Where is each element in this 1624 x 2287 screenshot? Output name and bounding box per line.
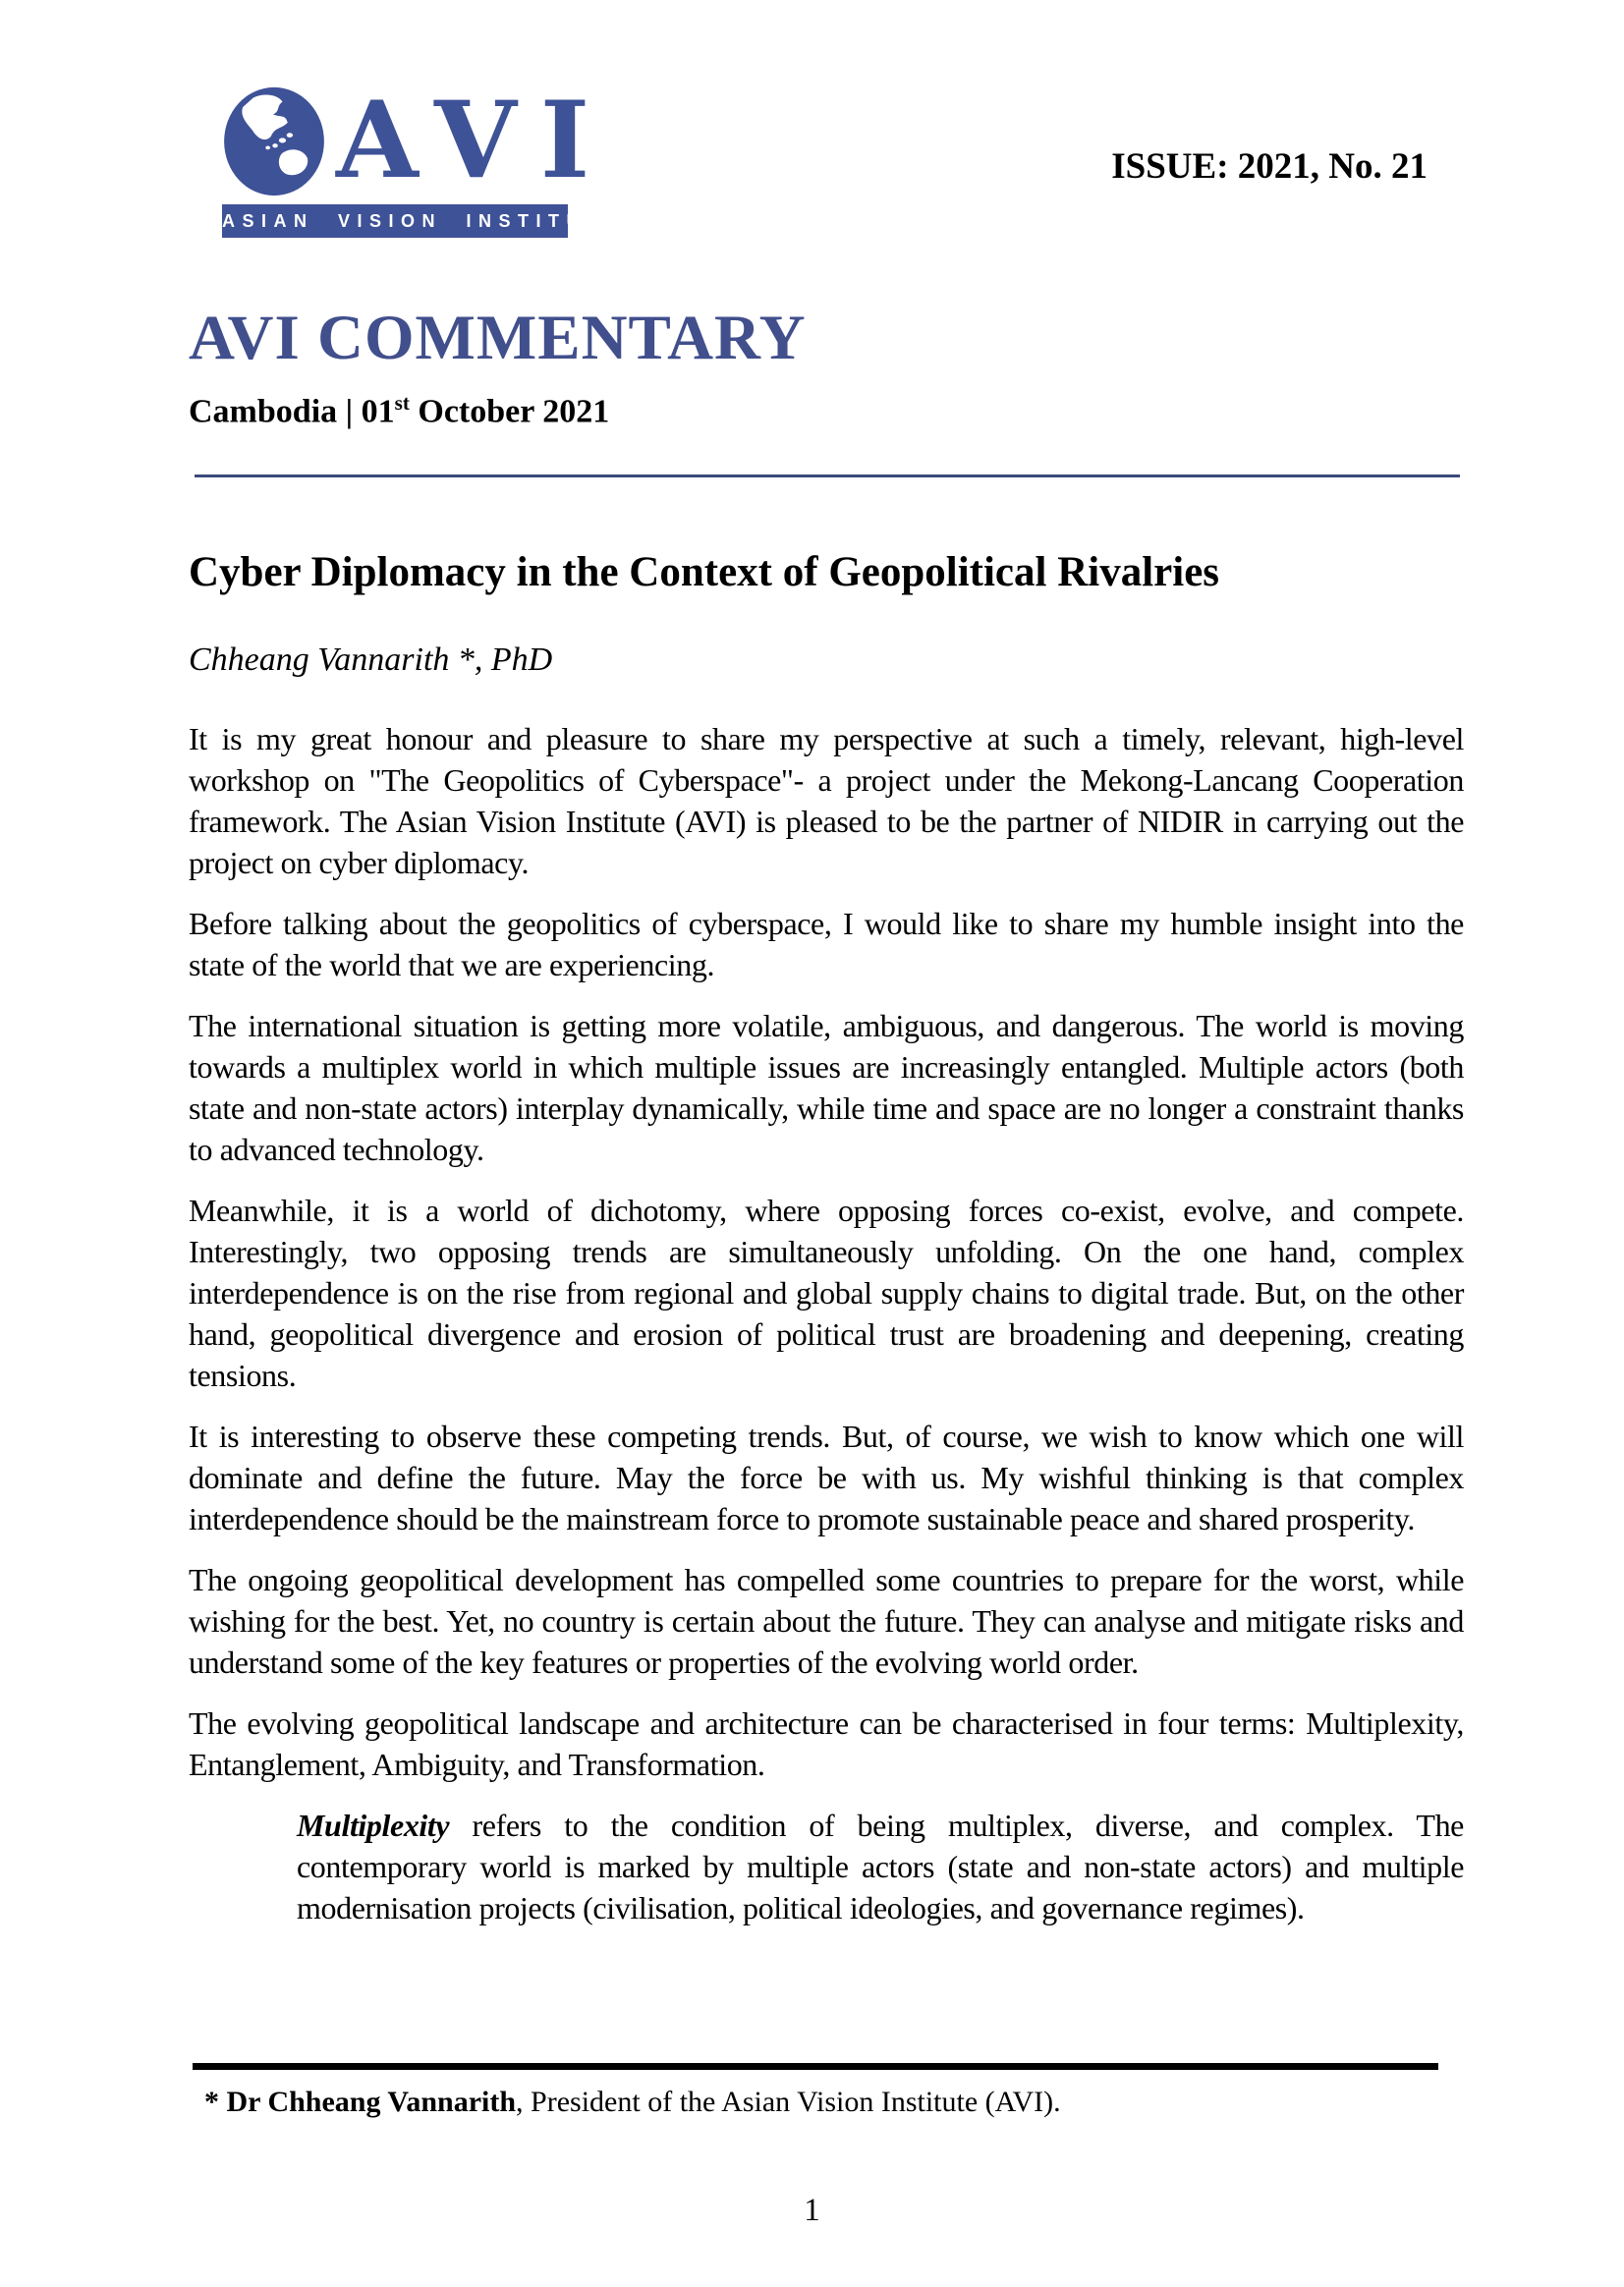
logo-acronym: AVI bbox=[336, 79, 614, 203]
date-prefix: Cambodia | 01 bbox=[189, 393, 395, 430]
publication-title: AVI COMMENTARY bbox=[189, 303, 807, 373]
article-body bbox=[189, 718, 1464, 1928]
logo-banner: ASIAN VISION INSTITUTE bbox=[222, 204, 568, 238]
date-suffix: October 2021 bbox=[409, 393, 610, 430]
globe-icon bbox=[222, 84, 326, 198]
footnote bbox=[204, 2086, 1464, 2119]
indented-paragraph bbox=[189, 1805, 1464, 1928]
body-paragraph: Before talking about the geopolitics of cyberspace, I would like to share my humble insight into the state of the world that we are experiencing. bbox=[189, 906, 1464, 983]
body-paragraph: It is interesting to observe these competing trends. But, of course, we wish to know which one will dominate and define the future. May the force be with us. My wishful thinking is that complex interdependence should be the mainstream force to promote sustainable peace and shared prosperity. bbox=[189, 1419, 1464, 1537]
date-ordinal: st bbox=[394, 391, 410, 416]
footnote-divider bbox=[193, 2063, 1438, 2070]
body-paragraph: The ongoing geopolitical development has compelled some countries to prepare for the worst, while wishing for the best. Yet, no country is certain about the future. They can analyse and mitigate risks and understand some of the key features or properties of the evolving world order. bbox=[189, 1562, 1464, 1681]
document-header bbox=[189, 0, 1464, 246]
avi-logo bbox=[222, 79, 625, 238]
body-paragraph: Meanwhile, it is a world of dichotomy, where opposing forces co-exist, evolve, and compete. Interestingly, two opposing trends are simultaneously unfolding. On the one hand, complex interdependence is on the rise from regional and global supply chains to digital trade. But, on the other hand, geopolitical divergence and erosion of political trust are broadening and deepening, creating tensions. bbox=[189, 1193, 1464, 1394]
indented-paragraph-text: refers to the condition of being multiplex, diverse, and complex. The contemporary world is marked by multiple actors (state and non-state actors) and multiple modernisation projects (civilisation, political ideologies, and governance regimes). bbox=[297, 1808, 1464, 1926]
article-title: Cyber Diplomacy in the Context of Geopolitical Rivalries bbox=[189, 548, 1220, 595]
header-divider bbox=[195, 474, 1460, 477]
footnote-author: * Dr Chheang Vannarith bbox=[204, 2086, 517, 2118]
issue-label: ISSUE: 2021, No. 21 bbox=[1111, 146, 1428, 187]
page-number: 1 bbox=[804, 2193, 820, 2228]
body-paragraph: The international situation is getting more volatile, ambiguous, and dangerous. The world is moving towards a multiplex world in which multiple issues are increasingly entangled. Multiple actors (both state and non-state actors) interplay dynamically, while time and space are no longer a constraint thanks to advanced technology. bbox=[189, 1008, 1464, 1168]
body-paragraph: It is my great honour and pleasure to share my perspective at such a timely, relevant, high-level workshop on "The Geopolitics of Cyberspace"- a project under the Mekong-Lancang Cooperation framework. The Asian Vision Institute (AVI) is pleased to be the partner of NIDIR in carrying out the project on cyber diplomacy. bbox=[189, 721, 1464, 881]
body-paragraph: The evolving geopolitical landscape and architecture can be characterised in four terms: Multiplexity, Entanglement, Ambiguity, and Transformation. bbox=[189, 1705, 1464, 1783]
footnote-text: , President of the Asian Vision Institute (AVI). bbox=[516, 2086, 1061, 2118]
dateline bbox=[189, 391, 1464, 430]
lead-term: Multiplexity bbox=[297, 1808, 450, 1844]
author-line: Chheang Vannarith *, PhD bbox=[189, 641, 553, 679]
footnote-block bbox=[193, 2063, 1464, 2119]
